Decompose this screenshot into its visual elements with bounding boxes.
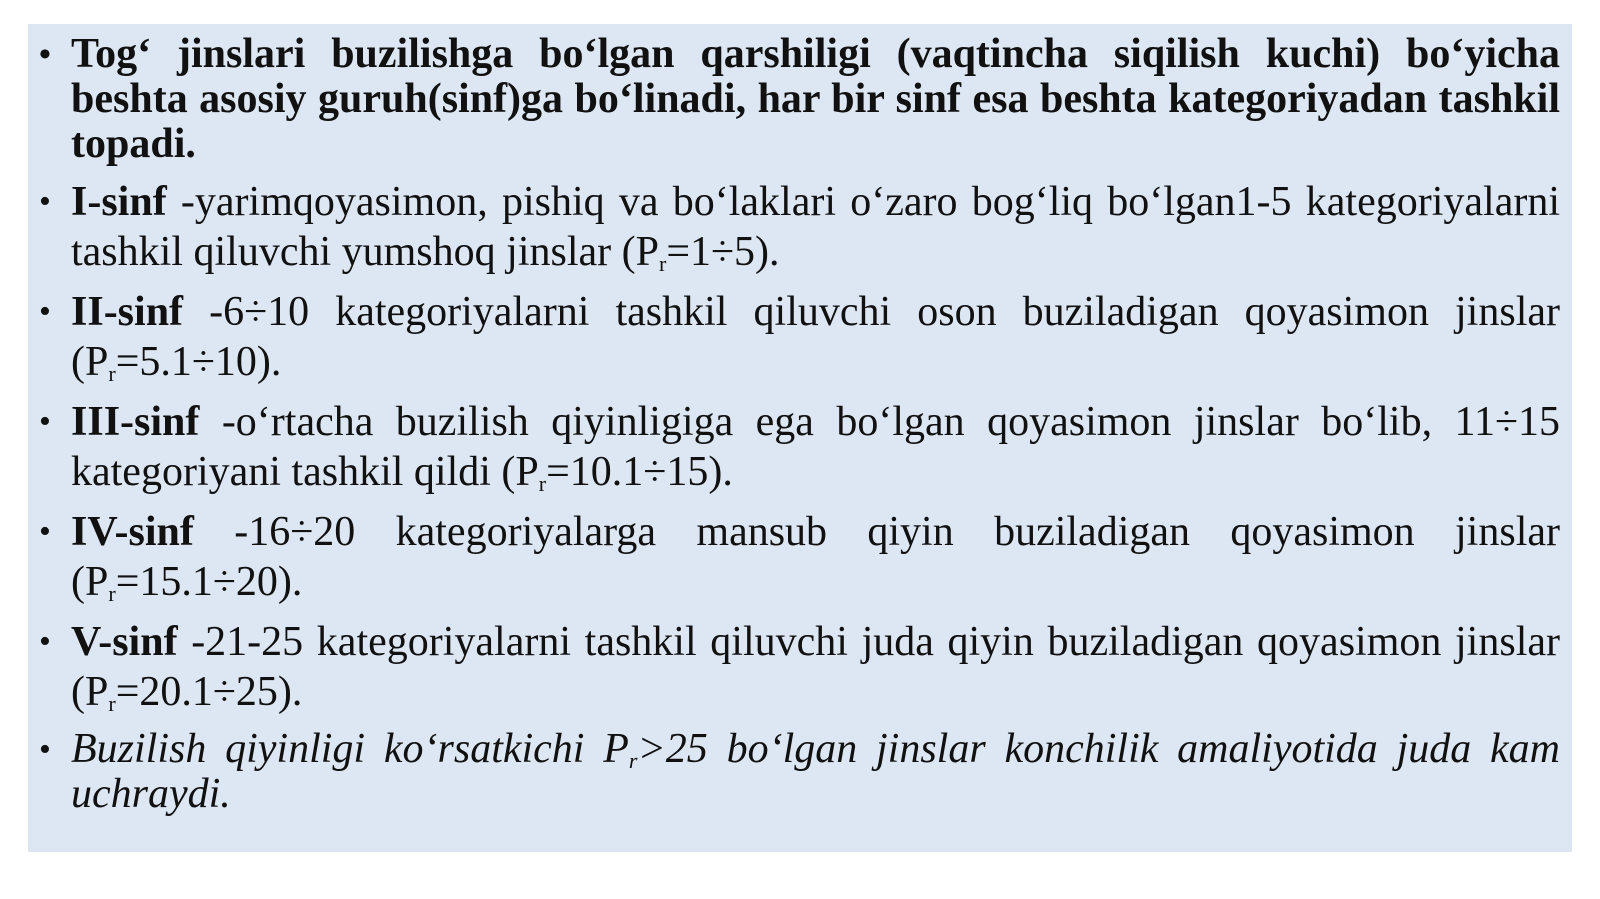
class-term: I-sinf (71, 179, 167, 225)
subscript: r (108, 691, 116, 716)
bullet-text: -o‘rtacha buzilish qiyinligiga ega bo‘lgan qoyasimon jinslar bo‘lib, 11÷15 kategoriyani tashkil qildi (P (71, 399, 1560, 495)
bullet-text-tail: =15.1÷20). (115, 559, 303, 605)
bullet-text-tail: =1÷5). (666, 229, 780, 275)
class-term: II-sinf (71, 289, 184, 335)
subscript: r (538, 471, 547, 496)
bullet-item-class-4 (28, 507, 1572, 607)
class-term: III-sinf (71, 399, 200, 445)
bullet-text-tail: >25 bo‘lgan jinslar konchilik amaliyotida juda kam uchraydi. (71, 726, 1560, 817)
bullet-marker: • (39, 183, 51, 220)
bullet-marker: • (39, 293, 51, 330)
class-term: V-sinf (71, 619, 178, 665)
bullet-marker: • (39, 36, 51, 73)
bullet-item-note (28, 727, 1572, 817)
subscript: r (108, 361, 116, 386)
bullet-text: -6÷10 kategoriyalarni tashkil qiluvchi oson buziladigan qoyasimon jinslar (P (71, 289, 1560, 385)
bullet-item-intro (28, 32, 1572, 167)
bullet-marker: • (39, 731, 51, 768)
bullet-item-class-2 (28, 287, 1572, 387)
bullet-item-class-3 (28, 397, 1572, 497)
subscript: r (628, 748, 638, 773)
class-term: IV-sinf (71, 509, 194, 555)
bullet-text: -21-25 kategoriyalarni tashkil qiluvchi juda qiyin buziladigan qoyasimon jinslar (P (71, 619, 1560, 715)
content-panel (28, 24, 1572, 852)
bullet-marker: • (39, 513, 51, 550)
bullet-text-tail: =10.1÷15). (546, 449, 733, 495)
bullet-item-class-5 (28, 617, 1572, 717)
bullet-text: Tog‘ jinslari buzilishga bo‘lgan qarshiligi (vaqtincha siqilish kuchi) bo‘yicha beshta asosiy guruh(sinf)ga bo‘linadi, har bir sinf esa beshta kategoriyadan tashkil topadi. (71, 31, 1560, 167)
subscript: r (108, 581, 116, 606)
subscript: r (658, 251, 667, 276)
bullet-text-tail: =5.1÷10). (115, 339, 282, 385)
bullet-marker: • (39, 403, 51, 440)
bullet-text: -yarimqoyasimon, pishiq va bo‘laklari o‘zaro bog‘liq bo‘lgan1-5 kategoriyalarni tashkil qiluvchi yumshoq jinslar (P (71, 179, 1560, 275)
bullet-text-tail: =20.1÷25). (115, 669, 303, 715)
bullet-list (28, 32, 1572, 827)
bullet-marker: • (39, 623, 51, 660)
bullet-item-class-1 (28, 177, 1572, 277)
bullet-text: Buzilish qiyinligi ko‘rsatkichi P (71, 726, 629, 772)
bullet-text: -16÷20 kategoriyalarga mansub qiyin buziladigan qoyasimon jinslar (P (71, 509, 1560, 605)
